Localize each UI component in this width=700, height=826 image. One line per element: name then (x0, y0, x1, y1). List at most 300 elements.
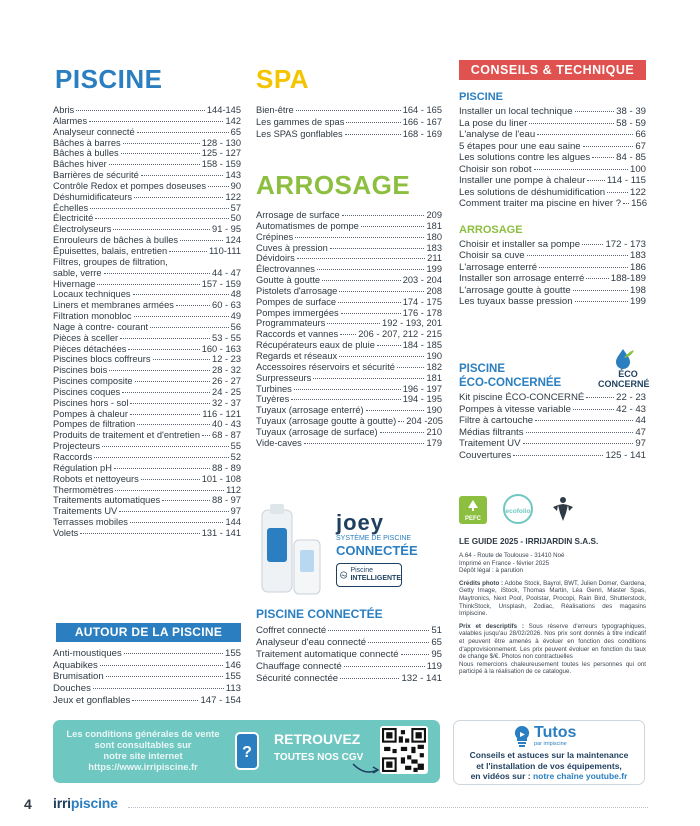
index-entry[interactable] (53, 409, 241, 420)
entry-page: 66 (635, 129, 646, 140)
index-entry[interactable] (53, 376, 241, 387)
entry-page: 116 - 121 (202, 408, 241, 419)
index-entry[interactable] (53, 387, 241, 398)
conseils-arrosage-index (459, 239, 646, 308)
index-entry[interactable] (53, 695, 241, 707)
entry-label: Turbines (256, 383, 292, 394)
entry-label: 5 étapes pour une eau saine (459, 140, 581, 152)
joey-badge-line1: Piscine (350, 567, 374, 574)
entry-label: Traitement automatique connecté (256, 649, 399, 660)
entry-leader-dots (114, 468, 210, 469)
index-entry[interactable] (459, 187, 646, 199)
index-entry[interactable] (53, 333, 241, 344)
entry-leader-dots (100, 665, 223, 666)
entry-leader-dots (527, 255, 628, 256)
spa-title: SPA (256, 64, 310, 94)
entry-page: 38 - 39 (616, 106, 646, 117)
entry-label: Déshumidificateurs (53, 191, 133, 202)
eco-title-line2: ÉCO-CONCERNÉE (459, 377, 562, 389)
entry-page: 68 - 87 (212, 430, 241, 441)
entry-label: Vide-caves (256, 437, 302, 448)
entry-label: Raccords et vannes (256, 329, 339, 340)
smart-pool-icon (340, 568, 347, 582)
ecofolio-label: ecofolio (505, 508, 531, 515)
index-entry[interactable] (53, 224, 241, 235)
entry-label: Bien-être (256, 105, 294, 115)
entry-label: Piscines coques (53, 386, 121, 397)
cgv-url[interactable]: https://www.irripiscine.fr (88, 761, 198, 772)
entry-page: 168 - 169 (402, 128, 442, 139)
entry-label: Analyseur connecté (53, 126, 135, 137)
conseils-arrosage-title: ARROSAGE (459, 223, 523, 236)
entry-leader-dots (322, 280, 401, 281)
entry-leader-dots (130, 414, 200, 415)
tree-icon (466, 499, 480, 511)
index-entry[interactable] (53, 148, 241, 159)
index-entry[interactable] (459, 106, 646, 118)
entry-leader-dots (119, 511, 228, 512)
index-entry[interactable] (53, 517, 241, 528)
entry-page: 208 (426, 285, 442, 296)
conseils-section (459, 60, 646, 308)
entry-page: 128 - 130 (201, 137, 241, 148)
index-entry[interactable] (53, 192, 241, 203)
entry-label: Thermomètres (53, 484, 114, 495)
entry-page: 144 (225, 517, 241, 528)
entry-leader-dots (294, 389, 401, 390)
entry-label: Accessoires réservoirs et sécurité (256, 361, 395, 372)
index-entry[interactable] (256, 105, 442, 117)
entry-page: 65 (230, 126, 241, 137)
entry-leader-dots (97, 284, 199, 285)
joey-badge (336, 563, 402, 587)
entry-page: 47 (635, 426, 646, 438)
entry-leader-dots (398, 421, 404, 422)
index-entry[interactable] (256, 394, 442, 405)
entry-page: 192 - 193, 201 (382, 318, 442, 329)
index-entry[interactable] (256, 318, 442, 329)
index-entry[interactable] (53, 181, 241, 192)
entry-label: Épuisettes, balais, entretien (53, 245, 168, 256)
entry-page: 55 (230, 441, 241, 452)
entry-page: 209 (426, 210, 442, 220)
entry-label: Enrouleurs de bâches à bulles (53, 235, 179, 246)
index-entry[interactable] (53, 235, 241, 246)
entry-page: 142 (225, 115, 241, 126)
entry-label: Choisir son robot (459, 163, 532, 175)
index-entry[interactable] (53, 354, 241, 365)
index-entry[interactable] (53, 441, 241, 452)
prices-label: Prix et descriptifs : (459, 622, 524, 630)
tutos-box[interactable] (453, 720, 645, 785)
index-entry[interactable] (53, 127, 241, 138)
entry-leader-dots (122, 392, 210, 393)
index-entry[interactable] (459, 141, 646, 153)
index-entry[interactable] (256, 373, 442, 384)
entry-leader-dots (202, 435, 210, 436)
entry-label: Électrolyseurs (53, 224, 112, 235)
index-entry[interactable] (53, 506, 241, 517)
index-entry[interactable] (53, 105, 241, 116)
entry-leader-dots (141, 175, 224, 176)
entry-label: Contrôle Redox et pompes doseuses (53, 180, 206, 191)
footer-divider (128, 807, 648, 808)
eco-title-line1: PISCINE (459, 363, 506, 375)
entry-label: Terrasses mobiles (53, 517, 128, 528)
entry-label: Installer son arrosage enterré (459, 273, 585, 284)
entry-page: 53 - 55 (212, 332, 241, 343)
entry-page: 56 (230, 321, 241, 332)
index-entry[interactable] (459, 262, 646, 274)
entry-leader-dots (153, 359, 211, 360)
index-entry[interactable] (53, 648, 241, 660)
guide-legal (459, 537, 646, 676)
entry-leader-dots (401, 654, 430, 655)
index-entry[interactable] (256, 438, 442, 449)
entry-label: Liners et membranes armées (53, 300, 174, 311)
eco-badge-line2: CONCERNÉ (598, 379, 650, 389)
ecofolio-logo (503, 494, 533, 524)
entry-leader-dots (90, 208, 229, 209)
guide-legal-deposit: Dépôt légal : à parution (459, 567, 523, 575)
entry-page: 183 (426, 242, 442, 253)
entry-page: 50 (230, 213, 241, 224)
entry-leader-dots (113, 229, 210, 230)
index-entry[interactable] (53, 485, 241, 496)
entry-page: 88 - 97 (212, 495, 241, 506)
index-entry[interactable] (53, 683, 241, 695)
prices-text: Sous réserve d'erreurs typographiques, valables jusqu'au 28/02/2026. Nos prix sont donnés à titre indicatif et peuvent être amenés à évoluer en fonction des conditions d'approvisionnement. Les prix peuvent évoluer en fonction du taux de change $/€. Photos non contractuelles (459, 622, 646, 661)
entry-page: 84 - 85 (616, 152, 646, 163)
entry-page: 144-145 (206, 105, 241, 115)
entry-leader-dots (586, 278, 608, 279)
entry-label: Arrosage de surface (256, 210, 340, 220)
arrow-icon (351, 758, 381, 778)
qr-code-icon (382, 728, 426, 772)
index-entry[interactable] (256, 308, 442, 319)
entry-label: sable, verre (53, 267, 102, 278)
entry-leader-dots (368, 642, 429, 643)
entry-leader-dots (121, 153, 200, 154)
entry-page: 101 - 108 (201, 473, 241, 484)
index-entry[interactable] (256, 275, 442, 286)
entry-leader-dots (582, 244, 603, 245)
entry-page: 199 (426, 264, 442, 275)
autour-index (53, 648, 241, 707)
entry-page: 22 - 23 (616, 392, 646, 403)
guide-thanks: Nous remercions chaleureusement toutes les personnes qui ont participé à la réalisation de ce catalogue. (459, 660, 646, 676)
cgv-text-line2: sont consultables sur (94, 739, 192, 750)
index-entry[interactable] (256, 221, 442, 232)
index-entry[interactable] (53, 159, 241, 170)
index-entry[interactable] (53, 289, 241, 300)
index-entry[interactable] (459, 250, 646, 262)
index-entry[interactable] (459, 129, 646, 141)
entry-page: 124 (225, 235, 241, 246)
index-entry[interactable] (459, 239, 646, 251)
index-entry[interactable] (256, 416, 442, 427)
entry-label: Tuyaux (arrosage de surface) (256, 426, 378, 437)
index-entry[interactable] (53, 322, 241, 333)
entry-leader-dots (587, 180, 604, 181)
entry-page: 157 - 159 (201, 278, 241, 289)
entry-leader-dots (523, 443, 634, 444)
cgv-cta-line1: RETROUVEZ (274, 731, 361, 747)
index-entry[interactable] (459, 438, 646, 450)
entry-label: Les tuyaux basse pression (459, 296, 573, 307)
index-entry[interactable] (53, 246, 241, 257)
entry-page: 179 (426, 437, 442, 448)
entry-label: Crépines (256, 231, 294, 242)
qr-code[interactable] (380, 726, 428, 774)
entry-label: Médias filtrants (459, 426, 524, 438)
index-entry[interactable] (53, 463, 241, 474)
conseils-title: CONSEILS & TECHNIQUE (459, 60, 646, 80)
credits-label: Crédits photo : (459, 579, 504, 587)
entry-label: Couvertures (459, 449, 512, 461)
index-entry[interactable] (256, 649, 442, 661)
tutos-line2: et l'installation de vos équipements, (476, 760, 622, 771)
index-entry[interactable] (256, 232, 442, 243)
index-entry[interactable] (256, 129, 442, 141)
entry-leader-dots (80, 533, 199, 534)
entry-leader-dots (89, 121, 223, 122)
index-entry[interactable] (256, 329, 442, 340)
entry-label: Hivernage (53, 278, 96, 289)
entry-label: Les solutions contre les algues (459, 152, 591, 163)
index-entry[interactable] (256, 264, 442, 275)
index-entry[interactable] (256, 427, 442, 438)
entry-leader-dots (341, 313, 401, 314)
index-entry[interactable] (53, 116, 241, 127)
entry-label: Les solutions de déshumidification (459, 186, 606, 198)
entry-leader-dots (339, 356, 424, 357)
index-entry[interactable] (53, 279, 241, 290)
entry-leader-dots (345, 134, 401, 135)
index-entry[interactable] (53, 452, 241, 463)
index-entry[interactable] (53, 528, 241, 539)
index-entry[interactable] (459, 415, 646, 427)
entry-leader-dots (128, 349, 199, 350)
entry-page: 51 (431, 625, 442, 636)
eco-badge-line1: ÉCO (618, 369, 638, 379)
index-entry[interactable] (459, 198, 646, 210)
pefc-label: PEFC (464, 516, 481, 522)
entry-label: Volets (53, 527, 79, 538)
entry-leader-dots (137, 424, 210, 425)
index-entry[interactable] (53, 660, 241, 672)
index-entry[interactable] (53, 495, 241, 506)
entry-label: Regards et réseaux (256, 350, 338, 361)
index-entry[interactable] (256, 405, 442, 416)
index-entry[interactable] (459, 273, 646, 285)
index-entry[interactable] (53, 203, 241, 214)
entry-label: Pompes de surface (256, 296, 337, 307)
index-entry[interactable] (459, 164, 646, 176)
entry-label: Comment traiter ma piscine en hiver ? (459, 198, 622, 209)
index-entry[interactable] (53, 257, 241, 268)
entry-page: 57 (230, 202, 241, 213)
entry-page: 26 - 27 (212, 376, 241, 387)
entry-label: Pompes immergées (256, 307, 339, 318)
entry-leader-dots (295, 237, 424, 238)
entry-leader-dots (176, 305, 210, 306)
index-entry[interactable] (53, 419, 241, 430)
index-entry[interactable] (53, 671, 241, 683)
joey-logo: joey (336, 510, 385, 535)
entry-page: 206 - 207, 212 - 215 (358, 329, 442, 340)
entry-leader-dots (340, 334, 356, 335)
index-entry[interactable] (53, 213, 241, 224)
pefc-logo (459, 496, 487, 524)
index-entry[interactable] (459, 175, 646, 187)
entry-leader-dots (317, 269, 425, 270)
entry-page: 203 - 204 (402, 275, 442, 286)
joey-device-illustration (256, 500, 326, 600)
entry-page: 143 (225, 170, 241, 181)
entry-page: 110-111 (208, 245, 241, 256)
index-entry[interactable] (256, 210, 442, 221)
entry-label: Électricité (53, 213, 94, 224)
index-entry[interactable] (256, 673, 442, 685)
entry-label: Projecteurs (53, 441, 101, 452)
entry-label: Traitement UV (459, 438, 521, 449)
index-entry[interactable] (256, 384, 442, 395)
index-entry[interactable] (53, 344, 241, 355)
entry-leader-dots (380, 432, 425, 433)
entry-page: 196 - 197 (402, 383, 442, 394)
entry-label: L'arrosage enterré (459, 261, 538, 273)
cgv-text-line1: Les conditions générales de vente (66, 728, 220, 739)
entry-label: Pièces à sceller (53, 332, 119, 343)
entry-label: Filtres, groupes de filtration, (53, 256, 168, 267)
entry-leader-dots (346, 122, 400, 123)
arrosage-section (256, 170, 442, 449)
entry-leader-dots (342, 215, 425, 216)
entry-label: Installer un local technique (459, 106, 573, 117)
entry-leader-dots (529, 123, 614, 124)
tutos-text (458, 750, 640, 782)
tutos-youtube-link[interactable]: notre chaîne youtube.fr (532, 771, 628, 781)
entry-page: 40 - 43 (212, 419, 241, 430)
piscine-connectee-section (256, 607, 442, 685)
entry-leader-dots (304, 443, 425, 444)
index-entry[interactable] (256, 362, 442, 373)
phone-question-icon (234, 731, 260, 771)
entry-leader-dots (93, 688, 224, 689)
entry-page: 97 (230, 506, 241, 517)
cgv-cta[interactable] (274, 731, 363, 764)
entry-page: 97 (635, 438, 646, 449)
conseils-piscine-title: PISCINE (459, 91, 504, 103)
entry-page: 49 (230, 311, 241, 322)
entry-page: 186 (629, 261, 646, 273)
entry-leader-dots (133, 294, 229, 295)
entry-label: Aquabikes (53, 659, 98, 671)
entry-leader-dots (338, 302, 401, 303)
entry-page: 122 (629, 186, 646, 198)
entry-label: Filtre à cartouche (459, 415, 534, 426)
entry-page: 91 - 95 (212, 224, 241, 235)
index-entry[interactable] (53, 300, 241, 311)
entry-leader-dots (76, 110, 205, 111)
index-entry[interactable] (256, 286, 442, 297)
index-entry[interactable] (459, 427, 646, 439)
entry-leader-dots (102, 446, 229, 447)
index-entry[interactable] (459, 450, 646, 462)
index-entry[interactable] (256, 340, 442, 351)
entry-page: 176 - 178 (402, 307, 442, 318)
index-entry[interactable] (53, 170, 241, 181)
eco-section (459, 348, 650, 461)
index-entry[interactable] (256, 297, 442, 308)
index-entry[interactable] (459, 285, 646, 297)
entry-page: 12 - 23 (212, 354, 241, 365)
entry-leader-dots (586, 397, 614, 398)
irripiscine-logo (53, 795, 118, 811)
entry-page: 24 - 25 (212, 386, 241, 397)
index-entry[interactable] (256, 253, 442, 264)
index-entry[interactable] (53, 474, 241, 485)
entry-leader-dots (535, 420, 633, 421)
index-entry[interactable] (53, 430, 241, 441)
entry-page: 90 (230, 180, 241, 191)
conseils-piscine-index (459, 106, 646, 210)
spa-index (256, 105, 442, 140)
entry-page: 147 - 154 (200, 694, 241, 706)
index-entry[interactable] (53, 138, 241, 149)
entry-page: 194 - 195 (402, 394, 442, 405)
entry-label: Pompes à chaleur (53, 408, 128, 419)
svg-text:?: ? (242, 744, 252, 761)
entry-label: Bâches à bulles (53, 148, 119, 159)
index-entry[interactable] (256, 117, 442, 129)
index-entry[interactable] (256, 351, 442, 362)
index-entry[interactable] (459, 118, 646, 130)
index-entry[interactable] (53, 268, 241, 279)
index-entry[interactable] (459, 296, 646, 308)
entry-page: 32 - 37 (212, 397, 241, 408)
index-entry[interactable] (459, 152, 646, 164)
entry-page: 182 (426, 361, 442, 372)
piscine-connectee-index (256, 625, 442, 685)
index-entry[interactable] (256, 637, 442, 649)
index-entry[interactable] (459, 404, 646, 416)
guide-printed: Imprimé en France - février 2025 (459, 559, 550, 567)
certification-logos (459, 494, 646, 524)
cgv-banner[interactable] (53, 720, 440, 783)
logo-part1: irri (53, 795, 71, 811)
index-entry[interactable] (53, 398, 241, 409)
logo-part2: piscine (70, 795, 118, 811)
entry-page: 160 - 163 (201, 343, 241, 354)
index-entry[interactable] (256, 625, 442, 637)
entry-page: 174 - 175 (402, 296, 442, 307)
entry-page: 114 - 115 (606, 175, 646, 186)
index-entry[interactable] (256, 243, 442, 254)
index-entry[interactable] (53, 311, 241, 322)
entry-page: 183 (629, 250, 646, 261)
entry-label: Sécurité connectée (256, 673, 339, 684)
entry-leader-dots (109, 164, 200, 165)
index-entry[interactable] (256, 661, 442, 673)
entry-label: Bâches hiver (53, 159, 107, 170)
entry-label: Douches (53, 683, 91, 695)
entry-leader-dots (575, 111, 615, 112)
entry-label: La pose du liner (459, 117, 528, 129)
index-entry[interactable] (459, 392, 646, 404)
index-entry[interactable] (53, 365, 241, 376)
